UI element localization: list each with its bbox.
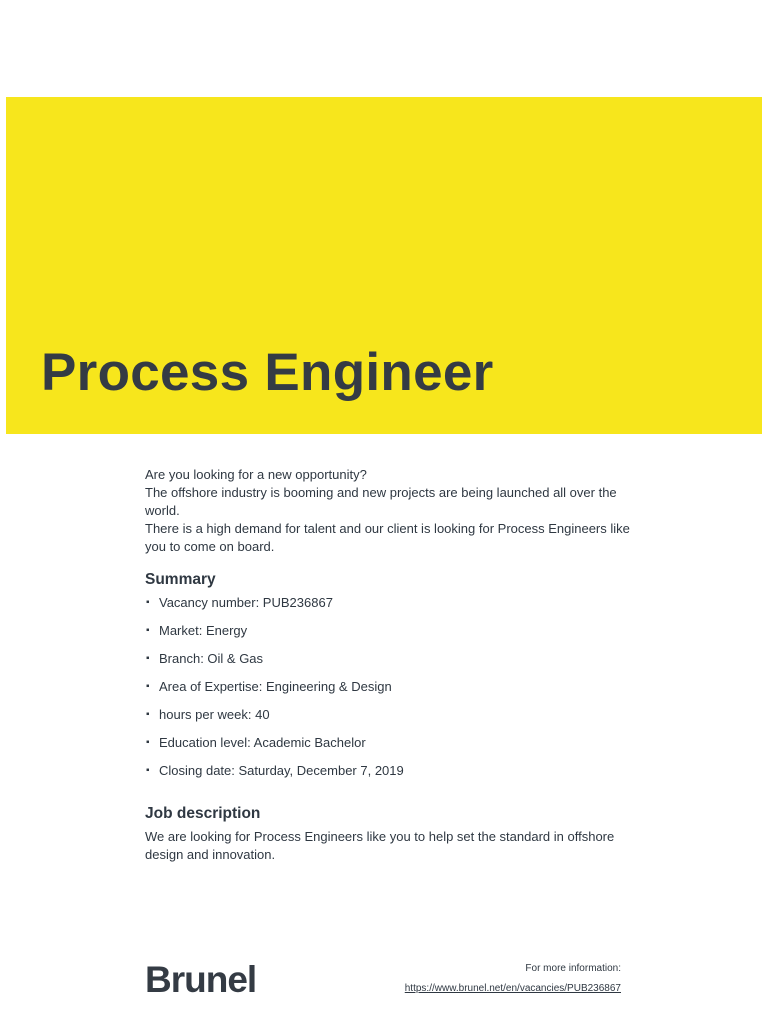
bullet-icon: ▪: [146, 709, 150, 720]
summary-item-closing-date: Closing date: Saturday, December 7, 2019: [159, 763, 404, 778]
list-item: [145, 734, 635, 762]
list-item: [145, 678, 635, 706]
list-item: [145, 622, 635, 650]
summary-item-education: Education level: Academic Bachelor: [159, 735, 366, 750]
job-description-text: We are looking for Process Engineers like you to help set the standard in offshore design and innovation.: [145, 829, 615, 862]
bullet-icon: ▪: [146, 597, 150, 608]
summary-heading: Summary: [145, 571, 216, 588]
job-description-heading: Job description: [145, 805, 261, 822]
main-content: [145, 466, 635, 864]
bullet-icon: ▪: [146, 625, 150, 636]
intro-line: The offshore industry is booming and new projects are being launched all over the world.: [145, 485, 617, 518]
summary-item-hours: hours per week: 40: [159, 707, 270, 722]
list-item: [145, 650, 635, 678]
intro-paragraph: [145, 466, 635, 556]
page-title: Process Engineer: [41, 343, 494, 402]
bullet-icon: ▪: [146, 681, 150, 692]
brunel-logo: Brunel: [145, 959, 257, 1000]
title-banner: [6, 97, 762, 434]
list-item: [145, 594, 635, 622]
summary-item-market: Market: Energy: [159, 623, 248, 638]
footer-info: [405, 962, 621, 996]
summary-list: [145, 594, 635, 790]
bullet-icon: ▪: [146, 737, 150, 748]
summary-item-expertise: Area of Expertise: Engineering & Design: [159, 679, 392, 694]
bullet-icon: ▪: [146, 653, 150, 664]
vacancy-link[interactable]: https://www.brunel.net/en/vacancies/PUB236867: [404, 983, 621, 994]
summary-item-vacancy: Vacancy number: PUB236867: [159, 595, 333, 610]
list-item: [145, 762, 635, 790]
intro-line: Are you looking for a new opportunity?: [145, 467, 367, 482]
bullet-icon: ▪: [146, 765, 150, 776]
intro-line: There is a high demand for talent and our client is looking for Process Engineers like you to come on board.: [145, 521, 630, 554]
summary-item-branch: Branch: Oil & Gas: [159, 651, 264, 666]
more-info-label: For more information:: [525, 963, 621, 974]
list-item: [145, 706, 635, 734]
